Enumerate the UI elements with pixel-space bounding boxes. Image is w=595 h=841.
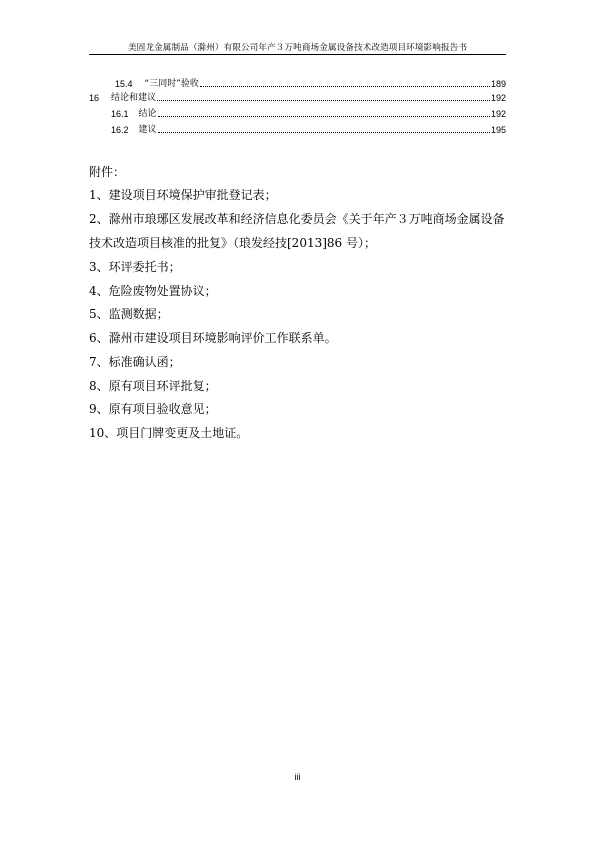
page-number: iii (294, 772, 301, 782)
toc-entry-title: “三同时”验收 (144, 79, 199, 89)
toc-entry[interactable] (89, 120, 506, 135)
header-rule (89, 54, 506, 55)
toc-entry-page: 195 (490, 125, 506, 135)
attachment-item: 9、原有项目验收意见； (89, 402, 217, 416)
toc-entry[interactable] (89, 88, 506, 103)
attachment-item: 7、标准确认函； (89, 355, 181, 369)
attachment-item: 3、环评委托书； (89, 260, 181, 274)
toc-entry-title: 结论和建议 (111, 93, 157, 103)
toc-entry[interactable] (89, 74, 506, 89)
attachment-item: 1、建设项目环境保护审批登记表； (89, 188, 277, 202)
attachment-item: 2、滁州市琅琊区发展改革和经济信息化委员会《关于年产３万吨商场金属设备 (89, 212, 505, 226)
document-header: 美固龙金属制品（滁州）有限公司年产３万吨商场金属设备技术改造项目环境影响报告书 (127, 43, 468, 53)
toc-entry[interactable] (89, 104, 506, 119)
attachment-item: 4、危险废物处置协议； (89, 284, 217, 298)
attachments-heading: 附件： (89, 165, 126, 179)
toc-entry-number: 15.4 (115, 79, 133, 89)
attachment-item: 8、原有项目环评批复； (89, 379, 217, 393)
toc-dot-leader (158, 124, 490, 133)
attachment-item: 5、监测数据； (89, 307, 169, 321)
toc-entry-number: 16.1 (111, 109, 129, 119)
toc-entry-page: 189 (490, 79, 506, 89)
attachment-item-continued: 技术改造项目核准的批复》（琅发经技[2013]86 号）； (89, 236, 376, 250)
attachment-item: 6、滁州市建设项目环境影响评价工作联系单。 (89, 331, 337, 345)
toc-entry-title: 结论 (138, 109, 157, 119)
toc-dot-leader (158, 108, 490, 117)
toc-entry-number: 16.2 (111, 125, 129, 135)
toc-entry-number: 16 (89, 93, 100, 103)
toc-dot-leader (200, 78, 490, 87)
toc-dot-leader (157, 92, 490, 101)
toc-entry-title: 建议 (138, 125, 157, 135)
toc-entry-page: 192 (490, 93, 506, 103)
attachment-item: 10、项目门牌变更及土地证。 (89, 426, 249, 440)
toc-entry-page: 192 (490, 109, 506, 119)
